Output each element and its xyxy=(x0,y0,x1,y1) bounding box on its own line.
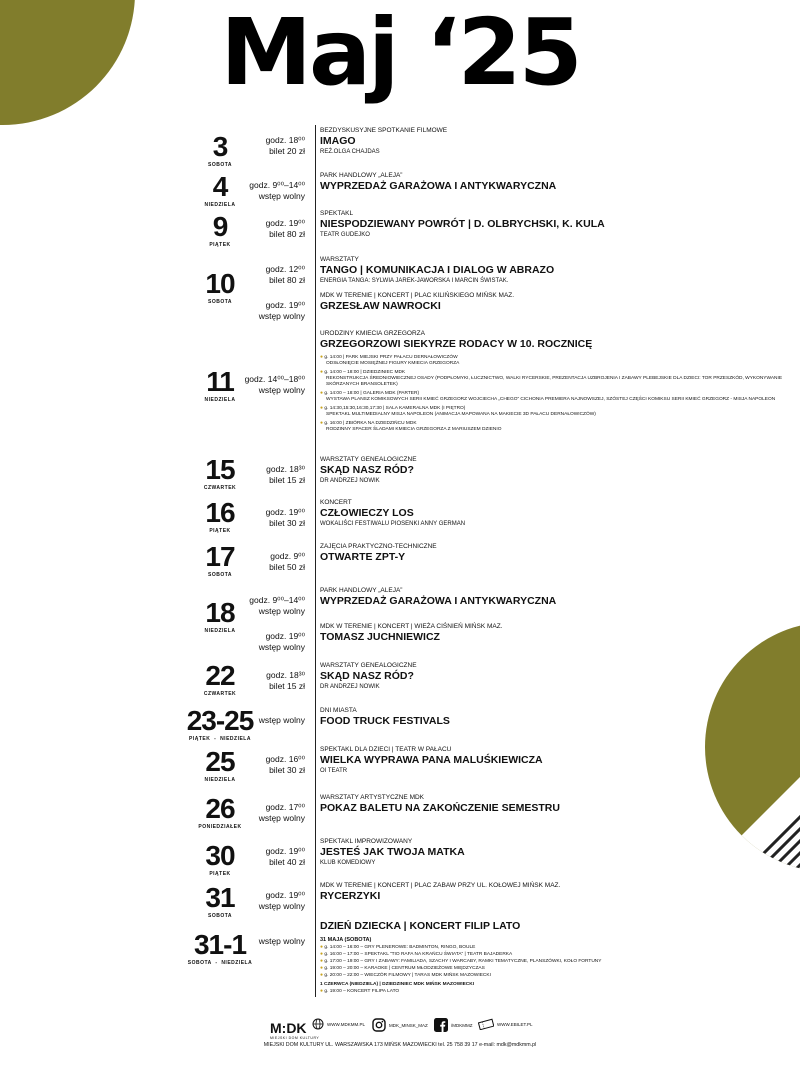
day-name: SOBOTA xyxy=(207,299,233,305)
event-time-price xyxy=(105,936,305,947)
bullet-icon: ● xyxy=(320,958,325,964)
day-name: PIĄTEK - NIEDZIELA xyxy=(189,736,251,742)
time-line: wstęp wolny xyxy=(258,642,305,652)
day-number: 31 xyxy=(205,882,235,913)
schedule-item: ● g. 19:00 – KONCERT FILIPA LATO xyxy=(320,988,400,994)
event-subtitle: ENERGIA TANGA: SYLWIA JAREK-JAWORSKA I MARCIN ŚWISTAK. xyxy=(320,278,509,284)
day-name: SOBOTA xyxy=(207,572,233,578)
detail-heading: ● g. 16:00 | ZBIÓRKA NA DZIEDZIŃCU MDK xyxy=(320,420,417,426)
bullet-icon: ● xyxy=(320,972,325,978)
event-content xyxy=(320,292,790,313)
event-time-price xyxy=(105,507,305,529)
footer-address: MIEJSKI DOM KULTURY UL. WARSZAWSKA 173 MIŃSK MAZOWIECKI tel. 25 758 39 17 e-mail: mdk@mdkmm.pl xyxy=(263,1042,537,1048)
event-title: RYCERZYKI xyxy=(320,890,381,902)
day-number: 3 xyxy=(212,131,228,162)
event-title: WIELKA WYPRAWA PANA MALUŚKIEWICZA xyxy=(320,754,543,766)
schedule-item: ● g. 17:00 – 19:00 – GRY I ZABAWY: FAMILIADA, SZACHY I WARCABY, RAMKI TEMATYCZNE, PLANSZÓWKI, KOŁO FORTUNY xyxy=(320,958,602,964)
time-line: wstęp wolny xyxy=(258,606,305,616)
time-line: bilet 30 zł xyxy=(269,765,305,775)
time-line: godz. 19⁰⁰ xyxy=(265,300,305,310)
day-name: CZWARTEK xyxy=(203,691,237,697)
event-content xyxy=(320,210,790,239)
time-line: wstęp wolny xyxy=(258,901,305,911)
event-category: MDK W TERENIE | KONCERT | PLAC KILIŃSKIEGO MIŃSK MAZ. xyxy=(320,292,515,299)
day-number: 17 xyxy=(205,541,235,572)
detail-text: RODZINNY SPACER ŚLADAMI KMIECIA GRZEGORZA Z MARIUSZEM DZIENIO xyxy=(326,427,502,432)
event-category: KONCERT xyxy=(320,499,352,506)
event-time-price xyxy=(105,135,305,157)
page-title: Maj ‘25 xyxy=(220,0,580,106)
day-name: CZWARTEK xyxy=(203,485,237,491)
day-name: NIEDZIELA xyxy=(204,628,236,634)
time-line: wstęp wolny xyxy=(258,311,305,321)
event-category: SPEKTAKL IMPROWIZOWANY xyxy=(320,838,413,845)
day-number: 22 xyxy=(205,660,235,691)
time-line: godz. 12⁰⁰ xyxy=(265,264,305,274)
event-time-price xyxy=(105,754,305,776)
event-content xyxy=(320,456,790,485)
time-line: godz. 18³⁰ xyxy=(266,670,305,680)
event-subtitle: KLUB KOMEDIOWY xyxy=(320,860,376,866)
day-name: NIEDZIELA xyxy=(204,777,236,783)
time-line: bilet 15 zł xyxy=(269,475,305,485)
event-title: WYPRZEDAŻ GARAŻOWA I ANTYKWARYCZNA xyxy=(320,595,557,607)
time-line: godz. 9⁰⁰–14⁰⁰ xyxy=(249,595,305,605)
time-line: godz. 16⁰⁰ xyxy=(265,754,305,764)
event-subtitle: WOKALIŚCI FESTIWALU PIOSENKI ANNY GERMAN xyxy=(320,521,466,527)
event-time-price xyxy=(105,551,305,573)
day-name: NIEDZIELA xyxy=(204,202,236,208)
day-name: SOBOTA xyxy=(207,162,233,168)
day-number: 16 xyxy=(205,497,235,528)
event-content xyxy=(320,882,790,903)
time-line: godz. 19⁰⁰ xyxy=(265,846,305,856)
time-line: godz. 18³⁰ xyxy=(266,464,305,474)
website-link[interactable]: WWW.MDKMM.PL xyxy=(312,1018,365,1030)
time-line: bilet 80 zł xyxy=(269,229,305,239)
event-time-price xyxy=(105,631,305,653)
event-title: SKĄD NASZ RÓD? xyxy=(320,464,414,476)
bullet-icon: ● xyxy=(320,988,325,994)
schedule-item: ● g. 16:00 – 17:00 – SPEKTAKL “TIO RAFA NA KRAŃCU ŚWIATA” | TEATR BAJADERKA xyxy=(320,951,513,957)
event-category: WARSZTATY ARTYSTYCZNE MDK xyxy=(320,794,425,801)
event-time-price xyxy=(105,218,305,240)
day-number: 4 xyxy=(212,171,228,202)
instagram-link[interactable]: MDK_MINSK_MAZ xyxy=(372,1018,428,1032)
day-number: 25 xyxy=(205,746,235,777)
event-content xyxy=(320,920,790,995)
detail-text: SPEKTAKL MULTIMEDIALNY MISJA NAPOLEON (ANIMACJA MAPOWANA NA MAKIECIE 3D PAŁACU DERNAŁOWICZÓW) xyxy=(326,412,596,417)
event-title: WYPRZEDAŻ GARAŻOWA I ANTYKWARYCZNA xyxy=(320,180,557,192)
day-number: 11 xyxy=(206,366,234,397)
time-line: bilet 50 zł xyxy=(269,562,305,572)
time-line: godz. 9⁰⁰ xyxy=(270,551,305,561)
event-time-price xyxy=(105,464,305,486)
event-title: JESTEŚ JAK TWOJA MATKA xyxy=(320,846,465,858)
ticket-link[interactable]: WWW.EBILET.PL xyxy=(478,1018,533,1030)
day-name: PIĄTEK xyxy=(209,242,231,248)
event-title: CZŁOWIECZY LOS xyxy=(320,507,414,519)
bullet-icon: ● xyxy=(320,944,325,950)
bullet-icon: ● xyxy=(320,354,325,360)
time-line: bilet 30 zł xyxy=(269,518,305,528)
timeline-line xyxy=(315,125,316,997)
event-content xyxy=(320,499,790,528)
event-subtitle: OI TEATR xyxy=(320,768,348,774)
bullet-icon: ● xyxy=(320,951,325,957)
event-subtitle: REŻ.OLGA CHAJDAS xyxy=(320,149,380,155)
day-number: 30 xyxy=(205,840,235,871)
event-category: WARSZTATY GENEALOGICZNE xyxy=(320,662,417,669)
event-category: WARSZTATY xyxy=(320,256,359,263)
day-number: 23-25 xyxy=(186,705,254,736)
ticket-icon xyxy=(478,1018,494,1030)
event-time-price xyxy=(105,595,305,617)
day-heading: 31 MAJA (SOBOTA) xyxy=(320,937,372,943)
detail-text: ODSŁONIĘCIE MOSIĘŻNEJ FIGURY KMIECIA GRZEGORZA xyxy=(326,361,460,366)
event-content xyxy=(320,746,790,775)
event-category: SPEKTAKL xyxy=(320,210,354,217)
time-line: wstęp wolny xyxy=(258,385,305,395)
time-line: godz. 19⁰⁰ xyxy=(265,507,305,517)
bullet-icon: ● xyxy=(320,965,325,971)
event-subtitle: DR ANDRZEJ NOWIK xyxy=(320,478,380,484)
event-title: IMAGO xyxy=(320,135,356,147)
event-time-price xyxy=(105,715,305,726)
event-time-price xyxy=(105,264,305,286)
bullet-icon: ● xyxy=(320,420,325,426)
event-content xyxy=(320,587,790,608)
detail-text: WYSTAWA PLANSZ KOMIKSOWYCH SERII KMIEĆ GRZEGORZ WOJCIECHA „CHEGO” CICHONIA PREMIERA NAJNOWSZEJ, SZÓSTEJ CZĘŚCI KOMIKSU SERII KMIEĆ GRZEGORZ - MISJA NAPOLEON xyxy=(326,397,776,402)
event-title: TOMASZ JUCHNIEWICZ xyxy=(320,631,440,643)
mdk-logo: M:DK MIEJSKI DOM KULTURY xyxy=(270,1020,320,1040)
detail-heading: ● g. 14:00 – 18:00 | DZIEDZINIEC MDK xyxy=(320,369,406,375)
event-category: ZAJĘCIA PRAKTYCZNO-TECHNICZNE xyxy=(320,543,437,550)
event-category: URODZINY KMIECIA GRZEGORZA xyxy=(320,330,425,337)
schedule-item: ● g. 14:00 – 16:00 – GRY PLENEROWE: BADMINTON, RINGO, BOULE xyxy=(320,944,476,950)
event-category: DNI MIASTA xyxy=(320,707,357,714)
bullet-icon: ● xyxy=(320,369,325,375)
day-heading: 1 CZERWCA (NIEDZIELA) | DZIEDZINIEC MDK MIŃSK MAZOWIECKI xyxy=(320,982,475,987)
event-time-price xyxy=(105,890,305,912)
event-time-price xyxy=(105,802,305,824)
schedule-item: ● g. 20:00 – 22:00 – WIECZÓR FILMOWY | TARAS MDK MIŃSK MAZOWIECKI xyxy=(320,972,491,978)
time-line: bilet 15 zł xyxy=(269,681,305,691)
bullet-icon: ● xyxy=(320,405,325,411)
detail-heading: ● g. 14:30,15:30,16:30,17:30 | SALA KAMERALNA MDK (I PIĘTRO) xyxy=(320,405,466,411)
event-title: NIESPODZIEWANY POWRÓT | D. OLBRYCHSKI, K. KULA xyxy=(320,218,605,230)
day-name: SOBOTA xyxy=(207,913,233,919)
event-title: FOOD TRUCK FESTIVALS xyxy=(320,715,450,727)
detail-heading: ● g. 14:00 | PARK MIEJSKI PRZY PAŁACU DERNAŁOWICZÓW xyxy=(320,354,458,360)
bullet-icon: ● xyxy=(320,390,325,396)
event-title: OTWARTE ZPT-Y xyxy=(320,551,406,563)
event-title: DZIEŃ DZIECKA | KONCERT FILIP LATO xyxy=(320,920,521,932)
day-number: 18 xyxy=(205,597,235,628)
event-category: PARK HANDLOWY „ALEJA” xyxy=(320,587,403,594)
event-category: WARSZTATY GENEALOGICZNE xyxy=(320,456,417,463)
event-content xyxy=(320,127,790,156)
time-line: godz. 19⁰⁰ xyxy=(265,890,305,900)
day-number: 15 xyxy=(205,454,235,485)
event-title: GRZEGORZOWI SIEKYRZE RODACY W 10. ROCZNICĘ xyxy=(320,338,593,350)
day-number: 10 xyxy=(205,268,235,299)
day-number: 31-1 xyxy=(193,929,247,960)
time-line: bilet 40 zł xyxy=(269,857,305,867)
time-line: godz. 17⁰⁰ xyxy=(265,802,305,812)
day-name: PIĄTEK xyxy=(209,871,231,877)
event-content xyxy=(320,256,790,285)
event-subtitle: TEATR GUDEJKO xyxy=(320,232,370,238)
event-content xyxy=(320,623,790,644)
facebook-link[interactable]: /MDKMMZ xyxy=(434,1018,473,1032)
time-line: godz. 9⁰⁰–14⁰⁰ xyxy=(249,180,305,190)
time-line: wstęp wolny xyxy=(258,936,305,946)
time-line: godz. 18⁰⁰ xyxy=(265,135,305,145)
event-content xyxy=(320,172,790,193)
event-content xyxy=(320,794,790,815)
event-time-price xyxy=(105,374,305,396)
event-category: PARK HANDLOWY „ALEJA” xyxy=(320,172,403,179)
event-title: SKĄD NASZ RÓD? xyxy=(320,670,414,682)
event-content xyxy=(320,543,790,564)
event-time-price xyxy=(105,180,305,202)
detail-text: REKONSTRUKCJA ŚREDNIOWIECZNEJ OSADY (PODPŁOMYKI, ŁUCZNICTWO, WALKI RYCERSKIE, PREZENTACJA UZBROJENIA I ZABAWY PLEBEJSKIE DLA DZIECI: TOR PRZESZKÓD, WYKONYWANIE SKÓRZANYCH BRANSOLETEK) xyxy=(326,376,783,387)
day-name: PIĄTEK xyxy=(209,528,231,534)
event-content xyxy=(320,838,790,867)
event-title: TANGO | KOMUNIKACJA I DIALOG W ABRAZO xyxy=(320,264,555,276)
event-title: GRZESŁAW NAWROCKI xyxy=(320,300,441,312)
event-category: SPEKTAKL DLA DZIECI | TEATR W PAŁACU xyxy=(320,746,452,753)
event-subtitle: DR ANDRZEJ NOWIK xyxy=(320,684,380,690)
event-category: BEZDYSKUSYJNE SPOTKANIE FILMOWE xyxy=(320,127,448,134)
time-line: godz. 19⁰⁰ xyxy=(265,218,305,228)
time-line: wstęp wolny xyxy=(258,813,305,823)
day-number: 26 xyxy=(205,793,235,824)
event-content xyxy=(320,707,790,728)
schedule-item: ● g. 19:00 – 20:00 – KARAOKE | CENTRUM MŁODZIEŻOWE MIĘDZYCZAS xyxy=(320,965,485,971)
event-category: MDK W TERENIE | KONCERT | PLAC ZABAW PRZY UL. KOŁOWEJ MIŃSK MAZ. xyxy=(320,882,561,889)
globe-icon xyxy=(312,1018,324,1030)
event-time-price xyxy=(105,300,305,322)
day-name: SOBOTA - NIEDZIELA xyxy=(187,960,253,966)
event-content xyxy=(320,662,790,691)
day-number: 9 xyxy=(212,211,228,242)
event-time-price xyxy=(105,846,305,868)
time-line: wstęp wolny xyxy=(258,191,305,201)
time-line: bilet 80 zł xyxy=(269,275,305,285)
time-line: godz. 19⁰⁰ xyxy=(265,631,305,641)
event-time-price xyxy=(105,670,305,692)
day-name: PONIEDZIAŁEK xyxy=(198,824,242,830)
time-line: wstęp wolny xyxy=(258,715,305,725)
time-line: bilet 20 zł xyxy=(269,146,305,156)
day-name: NIEDZIELA xyxy=(204,397,236,403)
instagram-icon xyxy=(372,1018,386,1032)
detail-heading: ● g. 14:00 – 18:00 | GALERIA MDK (PARTER) xyxy=(320,390,420,396)
event-category: MDK W TERENIE | KONCERT | WIEŻA CIŚNIEŃ MIŃSK MAZ. xyxy=(320,623,503,630)
facebook-icon xyxy=(434,1018,448,1032)
event-title: POKAZ BALETU NA ZAKOŃCZENIE SEMESTRU xyxy=(320,802,560,814)
event-content xyxy=(320,330,790,435)
time-line: godz. 14⁰⁰–18⁰⁰ xyxy=(244,374,305,384)
